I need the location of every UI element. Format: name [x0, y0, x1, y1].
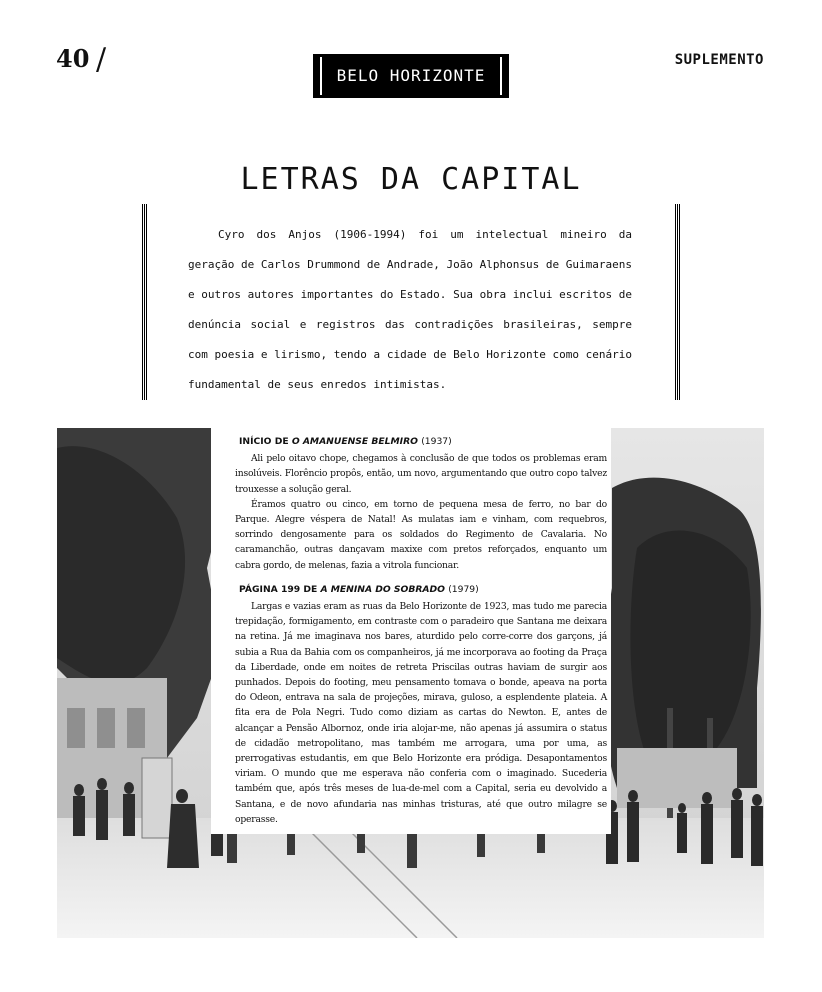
intro-left-rule: [142, 204, 147, 400]
excerpt-1: [227, 434, 611, 573]
intro-paragraph: Cyro dos Anjos (1906-1994) foi um intelectual mineiro da geração de Carlos Drummond de Andrade, João Alphonsus de Guimaraens e outros autores importantes do Estado. Sua obra inclui escritos de denúncia social e registros das contradições brasileiras, sempre com poesia e lirismo, tendo a cidade de Belo Horizonte como cenário fundamental de seus enredos intimistas.: [188, 228, 632, 391]
intro-block: [142, 204, 680, 400]
page-number: 40: [56, 44, 90, 73]
excerpt-book-title: O AMANUENSE BELMIRO: [291, 436, 418, 447]
page-number-slash: /: [96, 42, 107, 77]
section-label: BELO HORIZONTE: [336, 66, 486, 85]
page-title: LETRAS DA CAPITAL: [240, 162, 582, 198]
excerpts-box: [211, 428, 611, 834]
excerpt-paragraph: Largas e vazias eram as ruas da Belo Horizonte de 1923, mas tudo me parecia trepidação, formigamento, em contraste com o paradeiro que Santana me deixara na retina. Já me imaginava nos bares, aturdido pelo corre-corre dos garçons, já subia a Rua da Bahia com os companheiros, já me incorporava ao footing da Praça da Liberdade, onde em noites de retreta Priscilas outras haviam de surgir aos punhados. Depois do footing, meu pensamento tomava o bonde, apeava na porta do Odeon, entrava na sala de projeções, mirava, guloso, a esplendente plateia. A fita era de Pola Negri. Tudo como diziam as cartas do Newton. E, antes de alcançar a Pensão Albornoz, onde iria alojar-me, não apenas já assumira o status de cidadão metropolitano, mas também me arrogara, uma por uma, as prerrogativas estudantis, em que Belo Horizonte era pródiga. Desapontamentos viriam. O mundo que me esperava não conferia com o imaginado. Sucederia também que, após três meses de lua-de-mel com a Capital, seria eu devolvido a Santana, e de novo afundaria nas minhas tristuras, até que outro milagre se operasse.: [235, 601, 607, 825]
excerpt-heading-prefix: PÁGINA 199 DE: [239, 583, 318, 595]
intro-right-rule: [675, 204, 680, 400]
excerpt-year: (1937): [421, 436, 452, 447]
excerpt-book-title: A MENINA DO SOBRADO: [320, 583, 445, 595]
excerpt-heading: [239, 434, 611, 449]
excerpt-heading-prefix: INÍCIO DE: [239, 436, 289, 447]
excerpt-heading: [239, 582, 611, 597]
section-tag: [313, 54, 509, 98]
excerpt-year: (1979): [448, 583, 479, 595]
excerpt-paragraph: Éramos quatro ou cinco, em torno de pequena mesa de ferro, no bar do Parque. Alegre véspera de Natal! As mulatas iam e vinham, com requebros, sorrindo dengosamente para os soldados do Regimento de Cavalaria. No caramanchão, outras dançavam maxixe com pretos reforçados, enquanto um cabra gordo, de melenas, fazia a vitrola funcionar.: [235, 498, 607, 571]
excerpt-2: [227, 582, 611, 827]
excerpt-spacer: [227, 573, 611, 582]
supplement-label: SUPLEMENTO: [674, 52, 764, 68]
excerpt-paragraph: Ali pelo oitavo chope, chegamos à conclusão de que todos os problemas eram insolúveis. Florêncio propôs, então, um novo, argumentando que outro copo talvez trouxesse a solução geral.: [235, 453, 607, 495]
